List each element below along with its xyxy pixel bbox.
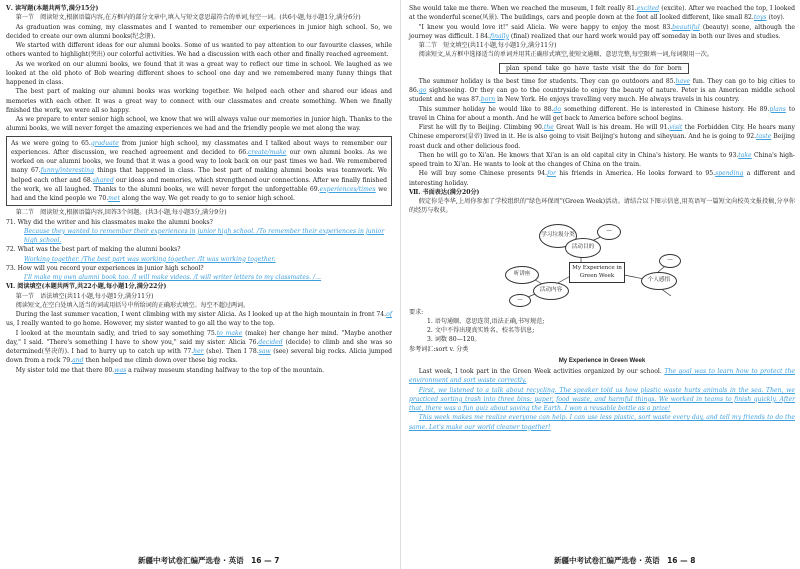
cloze-paragraph: [409, 105, 795, 124]
cloze-paragraph: [409, 169, 795, 188]
part2-instruction: 阅读短文,从方框中选择适当的单词并用其正确形式填空,使短文通顺、意思完整,每空限填一词,每词限用一次。: [418, 51, 713, 59]
left-page: [6, 4, 392, 375]
cloze-fragment: his friends in America. He looks forward to 95.: [555, 170, 716, 178]
answer-78: saw: [258, 348, 271, 355]
node-activity-purpose: 活动目的: [565, 238, 601, 258]
node-listen-lecture: 听讲座: [505, 266, 539, 284]
section5-part2-instruction: 第二节 阅读短文,根据语篇内容,回答3个问题。(共3小题,每小题3分,满分9分): [15, 209, 227, 217]
cloze-fragment: a different and interesting holiday.: [409, 170, 795, 187]
grammar-fragment: us, I really wanted to go home. However, my sister wanted to go all the way to the top.: [6, 320, 275, 328]
node-blank-2: —: [509, 294, 531, 307]
requirement-1: 1. 语句通顺、意思连贯,语法正确,书写规范;: [427, 317, 545, 325]
passage-paragraph: As we prepare to enter senior high school, we know that we will always value our memories in junior high. Thanks to the alumni books, we will never forget the amazing experiences we had and the friendly people we met along the way.: [6, 116, 392, 133]
cloze-fragment: China's high-speed train to Xi'an. He wants to look at the changes of China on the train.: [409, 151, 795, 168]
section6-part1-title: 第一节 语法填空(共11小题,每小题1分,满分11分): [15, 292, 154, 300]
answer-85: have: [675, 77, 691, 85]
node-learn-sorting: 学习垃圾分类: [539, 224, 577, 248]
section5-title: Ⅴ. 读写题(本题共两节,满分15分): [6, 5, 99, 12]
requirement-2: 2. 文中不得出现真实姓名、校名等信息;: [427, 327, 535, 334]
cloze-fragment: sightseeing. Or they can go to the countryside to enjoy the beauty of nature. Peter is an American middle school student and he was 87.: [409, 87, 795, 104]
answer-77: her: [193, 348, 204, 355]
answer-92: taste: [756, 133, 772, 141]
cloze-fragment: Great Wall is his dream. He will 91.: [553, 124, 670, 131]
grammar-paragraph: [409, 23, 795, 42]
grammar-fragment: She would take me there. When we reached the museum, I felt really 81.: [409, 5, 637, 12]
grammar-fragment: (toy).: [766, 14, 785, 22]
answer-86: go: [418, 87, 427, 94]
summary-fragment: things that happened in class. The best part of making alumni books was teamwork. We helped each other and 68.: [11, 167, 387, 184]
requirements-title: 要求:: [409, 308, 424, 316]
answer-80: was: [114, 366, 127, 374]
right-page: [409, 4, 795, 432]
grammar-paragraph: [6, 329, 392, 366]
answer-71: Because they wanted to remember their experiences in junior high school. /To remember their experiences in junior high school.: [24, 227, 385, 244]
cloze-fragment: in New York. He enjoys travelling very much. He always travels in his country.: [495, 96, 740, 104]
grammar-fragment: (final) realized that our hard work would pay off someday in both our lives and studies.: [508, 32, 781, 40]
essay-answer-fragment: First, we listened to a talk about recycling. The speaker told us how plastic waste hurts animals in the sea. Then, we practiced sorting trash into three bins: paper, food waste, and harmful things. We worked in teams to finish quickly. After that, there was a fun quiz about saving the Earth. I won a reusable bottle as a prize!: [409, 386, 795, 412]
answer-66: create/make: [248, 148, 287, 156]
answer-79: and: [72, 357, 84, 365]
node-blank-3: —: [659, 254, 681, 268]
grammar-fragment: "I knew you would love it!" said Alicia. We were happy to enjoy the most 83.: [418, 23, 673, 31]
grammar-fragment: (beauty) scene, although the journey was difficult. I 84.: [409, 23, 795, 40]
summary-fragment: from junior high school, my classmates and I talked about ways to remember our experiences. After discussion, we reached agreement and decided to 66.: [11, 139, 387, 156]
cloze-fragment: First he will fly to Beijing. Climbing 90.: [418, 124, 544, 131]
grammar-fragment: a railway museum standing halfway to the top of the mountain.: [126, 366, 325, 374]
mind-map: [409, 218, 795, 306]
essay-fragment: Last week, I took part in the Green Week activities organized by our school.: [418, 368, 665, 375]
section7-title: Ⅶ. 书面表达(满分20分): [409, 188, 480, 196]
word-bank: plan spend take go have taste visit the do for born: [499, 63, 689, 74]
grammar-fragment: (make) her change her mind. "Maybe another day," I said. "There's something I have to show you," said my sister. Alicia 76.: [6, 329, 392, 346]
cloze-fragment: Beijing roast duck and other delicious food.: [409, 133, 795, 150]
node-blank-1: —: [597, 224, 621, 240]
summary-fragment: our ideas and memories, which strengthened our connections. After we finally finished the work, we all laughed. Thanks to the alumni books, we will never forget the unforgettable 69.: [11, 176, 387, 193]
answer-67: funny/interesting: [40, 167, 94, 175]
page-divider: [400, 0, 401, 569]
answer-89: plans: [769, 105, 786, 113]
question-71: 71. Why did the writer and his classmates make the alumni books?: [6, 218, 213, 226]
answer-95: spending: [715, 170, 744, 178]
answer-72: Working together. /The best part was working together. /It was working together.: [24, 255, 276, 263]
cloze-fragment: He will buy some Chinese presents 94.: [418, 170, 548, 178]
footer-left: 新疆中考试卷汇编严选卷 · 英语 16 — 7: [138, 556, 280, 565]
answer-65: graduate: [90, 139, 119, 147]
answer-75: to make: [216, 329, 243, 337]
mind-map-center: My Experience in Green Week: [569, 262, 625, 283]
answer-87: born: [480, 96, 496, 104]
answer-88: do: [553, 105, 562, 113]
answer-83: beautiful: [672, 23, 700, 31]
answer-76: decided: [258, 338, 283, 346]
grammar-paragraph: [409, 4, 795, 23]
node-activity-content: 活动内容: [533, 282, 569, 300]
essay-title: My Experience in Green Week: [558, 356, 646, 364]
cloze-paragraph: [409, 77, 795, 105]
summary-fragment: along the way. We get ready to go to senior high school.: [119, 195, 295, 202]
cloze-fragment: Then he will go to Xi'an. He knows that Xi'an is an old capital city in China's history. He wants to 93.: [418, 151, 739, 159]
answer-69: experiences/times: [319, 185, 376, 193]
cloze-fragment: fun. They can go to big cities to 86.: [409, 77, 795, 94]
passage-paragraph: As we worked on our alumni books, we found that it was a great way to reflect our time in school. We laughed as we looked at the old photo of Bob wearing different shoes to school one day and we remembered many funny things that happened in class.: [6, 60, 392, 86]
cloze-fragment: something different. He is interested in Chinese history. He 89.: [561, 105, 770, 113]
answer-82: toys: [753, 14, 767, 22]
passage-paragraph: We started with different ideas for our alumni books. Some of us wanted to pay attention to our favourite classes, while others wanted to highlight(突出) our colorful activities. We had a discussion with each other and finally reached agreement.: [6, 42, 392, 59]
answer-93: take: [738, 151, 752, 159]
cloze-fragment: to travel in China for about a month. And he will get back to America before school begins.: [409, 105, 795, 122]
grammar-paragraph: [6, 310, 392, 329]
answer-73: I'll make my own alumni book too. /I will make videos. /I will writer letters to my classmates. /…: [24, 274, 322, 281]
grammar-fragment: (she). Then I 78.: [203, 348, 259, 355]
cloze-paragraph: [409, 151, 795, 170]
cloze-paragraph: [409, 123, 795, 151]
essay-paragraph: [409, 386, 795, 414]
part2-title: 第二节 短文填空(共11小题,每小题1分,满分11分): [418, 42, 557, 49]
summary-box: [6, 136, 392, 207]
answer-68: shared: [92, 176, 114, 184]
grammar-fragment: (decide) to climb and she was so determined(坚决的). I had to hurry up to catch up with 77.: [6, 338, 393, 355]
grammar-paragraph: [6, 366, 392, 375]
question-72: 72. What was the best part of making the alumni books?: [6, 246, 181, 254]
footer-right: 新疆中考试卷汇编严选卷 · 英语 16 — 8: [554, 556, 696, 565]
essay-answer-fragment: The goal was to learn how to protect the environment and sort waste correctly.: [409, 368, 795, 385]
section5-part1-instruction: 第一节 阅读短文,根据语篇内容,在方框内的部分文章中,填入与短文意思最符合的单词,每空一词。(共6小题,每小题1分,满分6分): [15, 14, 361, 22]
answer-70: met: [108, 195, 120, 202]
summary-text: [11, 139, 387, 204]
passage-paragraph: The best part of making our alumni books was working together. We helped each other and shared our ideas and memories with each other. It was a great way to connect with our classmates and create something. When we finally finished the work, we were all so happy.: [6, 88, 392, 114]
essay-paragraph: [409, 367, 795, 386]
answer-74: of: [386, 311, 392, 318]
essay-paragraph: [409, 413, 795, 432]
essay-answer-fragment: This week makes me realize everyone can help. I can use less plastic, sort waste every day, and tell my friends to do the same. Let's make our world cleaner together!: [409, 414, 795, 431]
grammar-fragment: My sister told me that there 80.: [15, 366, 115, 374]
node-personal-reflection: 个人感悟: [641, 272, 677, 290]
summary-fragment: As we were going to 65.: [11, 139, 91, 147]
summary-fragment: we had and the kind people we 70.: [11, 185, 388, 202]
reference-vocabulary: 参考词汇:sort v. 分类: [409, 345, 469, 353]
summary-fragment: our own alumni books. As we worked on our alumni books, we found that it was a good way to look back on our past times we had. We remembered many 67.: [11, 148, 387, 175]
grammar-fragment: During the last summer vacation, I went climbing with my sister Alicia. As I looked up at the high mountain in front 74.: [15, 311, 387, 318]
answer-91: visit: [669, 124, 683, 131]
cloze-fragment: the Forbidden City. He hears many Chinese emperors(皇帝) lived in it. He is also going to visit Beijing's hutong and siheyuan. And he is going to 92.: [409, 124, 795, 141]
answer-84: finally: [490, 32, 509, 40]
question-73: 73. How will you record your experiences in junior high school?: [6, 264, 204, 272]
section6-title: Ⅵ. 阅读填空(本题共两节,共22小题,每小题1分,满分22分): [6, 283, 167, 291]
grammar-fragment: (excite). After we reached the top, I looked at the wonderful scene(风景). The buildings, cars and people down at the foot all looked different, like small 82.: [409, 5, 795, 22]
section7-instruction: 假定你是李华,上周你参加了学校组织的"绿色环保周"(Green Week)活动。请结合以下图示信息,用英语写一篇短文向校英文报投稿,分享你的经历与收获。: [409, 198, 795, 215]
answer-81: excited: [636, 5, 660, 12]
grammar-fragment: I looked at the mountain sadly, and tried to say something 75.: [15, 329, 217, 337]
requirement-3: 3. 词数 80—120。: [427, 336, 481, 344]
answer-94: for: [547, 170, 556, 178]
grammar-fragment: (see) several big rocks. Alicia jumped down from a rock 79.: [6, 348, 392, 365]
passage-paragraph: As graduation was coming, my classmates and I wanted to remember our experiences in junior high school. So, we decided to create our own alumni books(纪念册).: [6, 23, 392, 40]
section6-instruction: 阅读短文,在空白处填入适当的词或用括号中所给词的正确形式填空。每空不超过两词。: [15, 301, 250, 309]
cloze-fragment: This summer holiday he would like to 88.: [418, 105, 554, 113]
answer-90: the: [543, 124, 554, 131]
grammar-fragment: then helped me climb down over these big rocks.: [83, 357, 238, 365]
cloze-fragment: The summer holiday is the best time for students. They can go outdoors and 85.: [418, 77, 676, 85]
